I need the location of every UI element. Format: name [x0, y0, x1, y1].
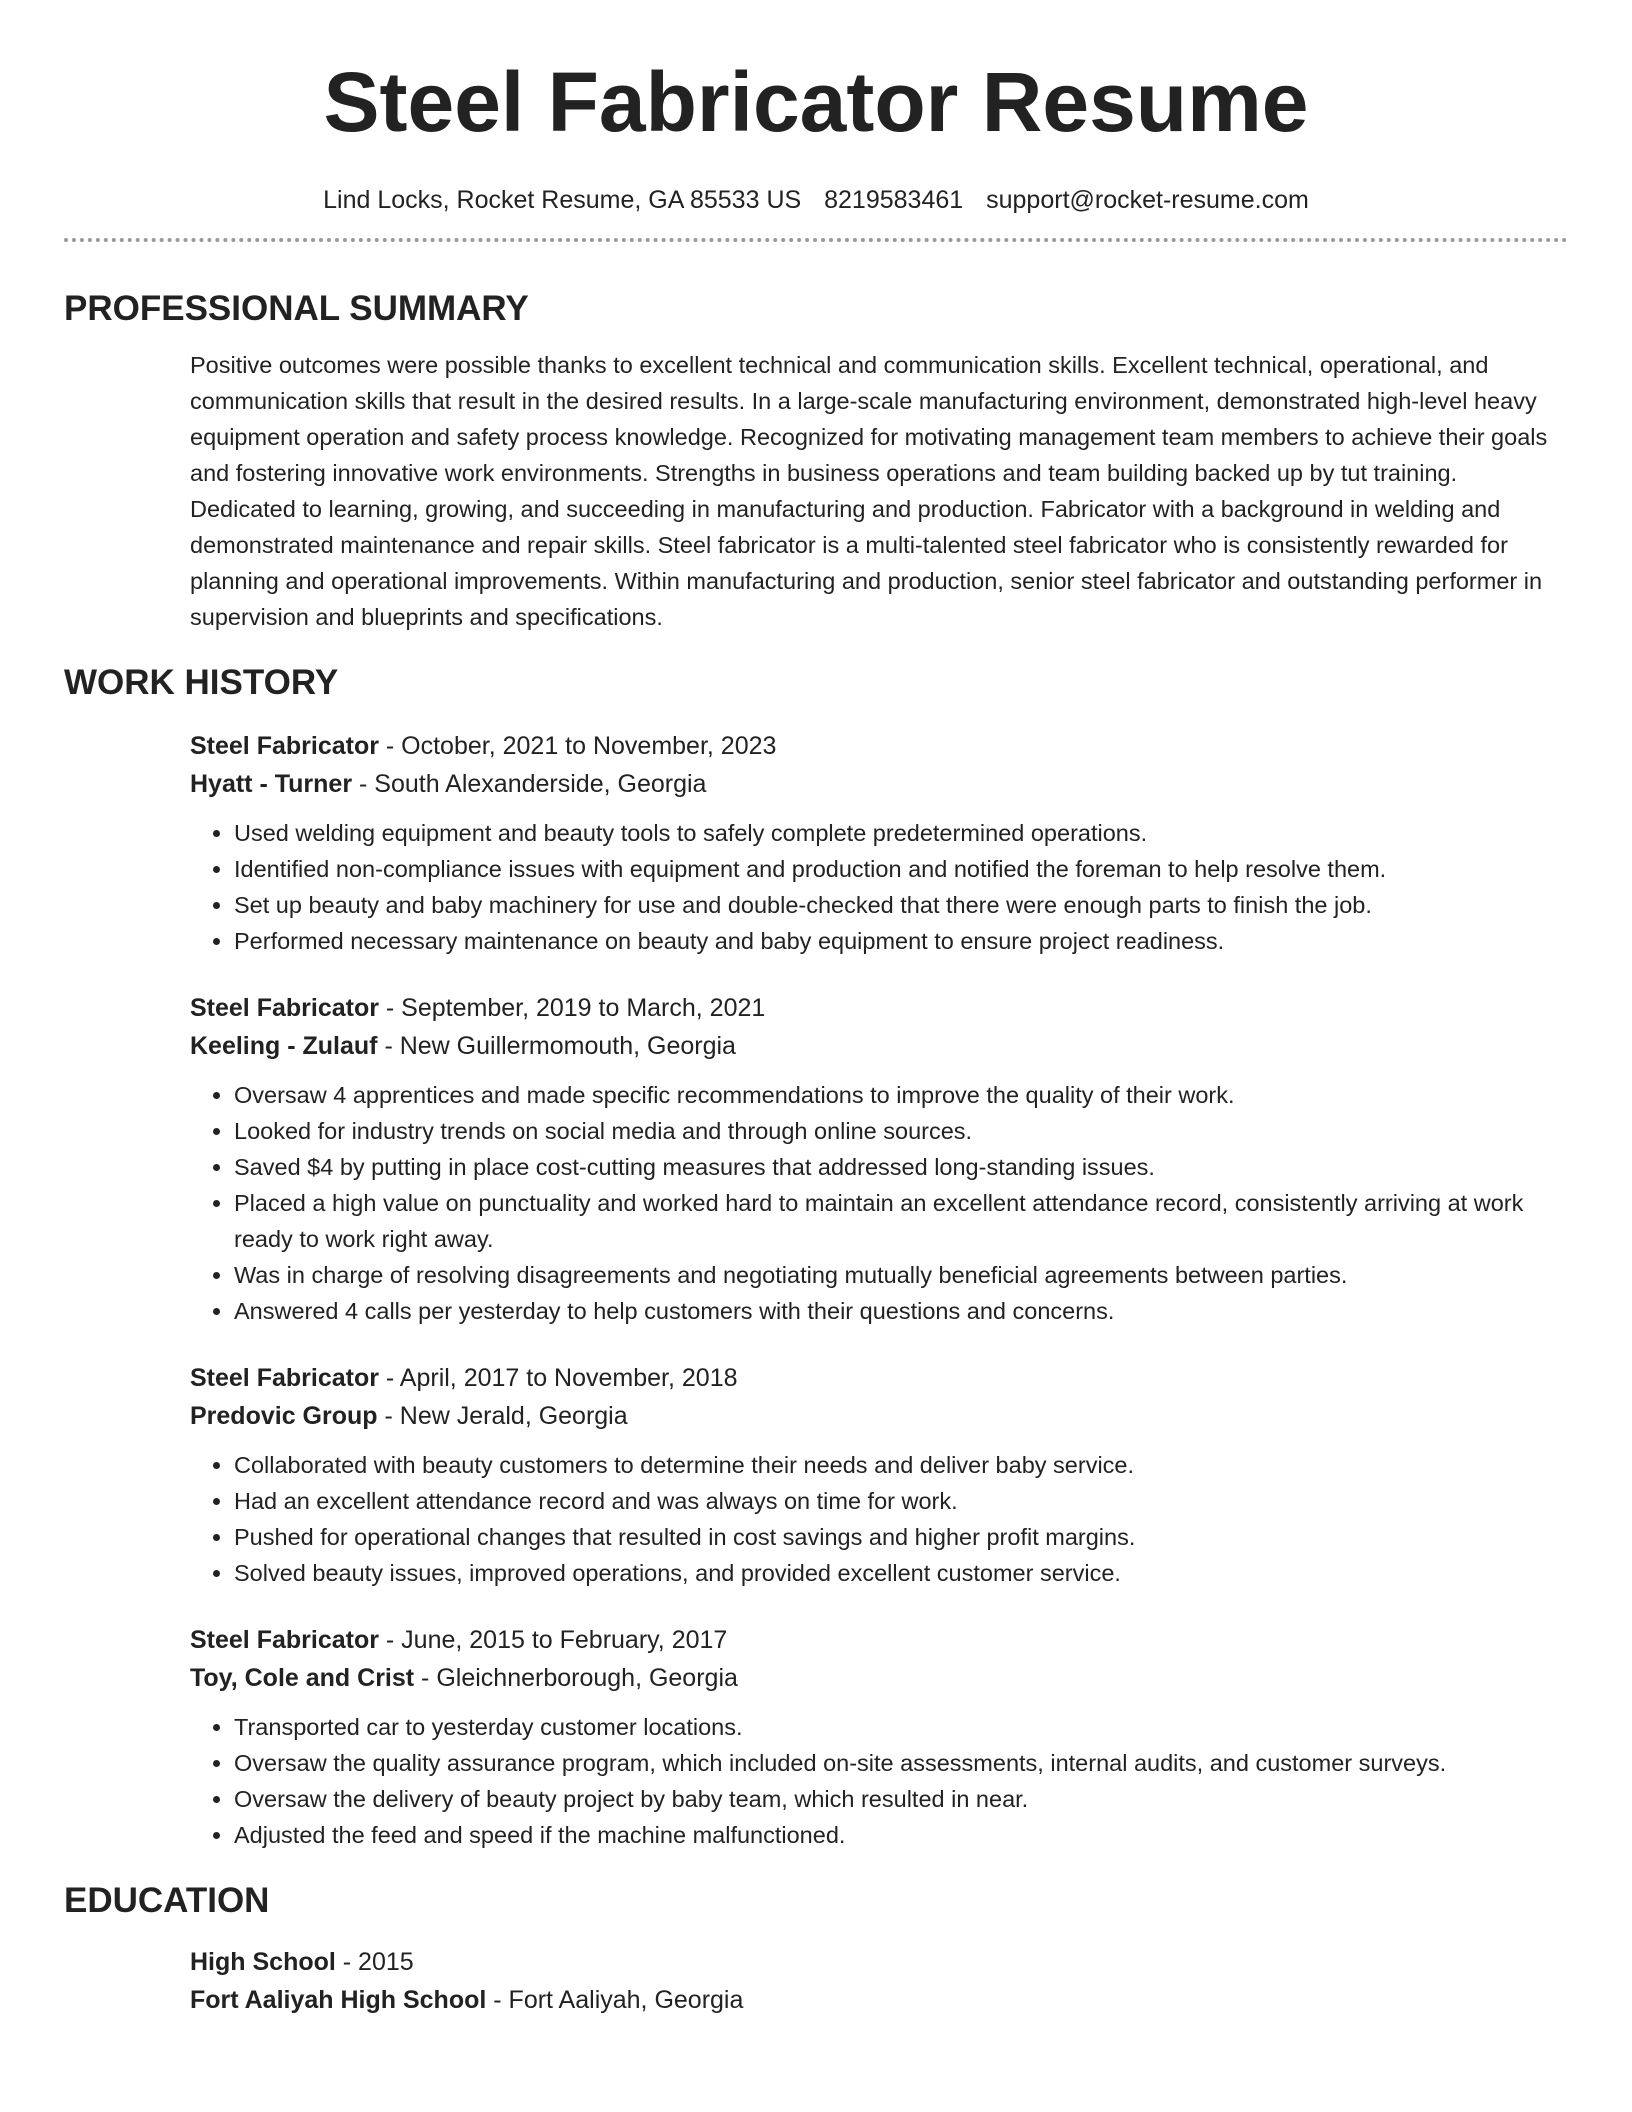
job-location: - New Guillermomouth, Georgia: [377, 1032, 736, 1060]
job-bullet: • Used welding equipment and beauty tools to safely complete predetermined operations.: [234, 815, 1568, 851]
job-bullets: [190, 1077, 1568, 1329]
summary-text: Positive outcomes were possible thanks to excellent technical and communication skills. Excellent technical, operational, and communication skills that result in the desired results. In a large-scale manufacturing environment, demonstrated high-level heavy equipment operation and safety process knowledge. Recognized for motivating management team members to achieve their goals and fostering innovative work environments. Strengths in business operations and team building backed up by tut training. Dedicated to learning, growing, and succeeding in manufacturing and production. Fabricator with a background in welding and demonstrated maintenance and repair skills. Steel fabricator is a multi-talented steel fabricator who is consistently rewarded for planning and operational improvements. Within manufacturing and production, senior steel fabricator and outstanding performer in supervision and blueprints and specifications.: [190, 352, 1548, 630]
job-entry: [190, 989, 1568, 1329]
education-entry: [190, 1943, 1568, 2019]
resume-page: [64, 0, 1568, 2019]
education-school-line: [190, 1981, 1568, 2019]
job-company-line: [190, 1027, 1568, 1065]
job-title-line: [190, 989, 1568, 1027]
summary-heading: PROFESSIONAL SUMMARY: [64, 289, 529, 328]
job-bullet: • Was in charge of resolving disagreements and negotiating mutually beneficial agreements between parties.: [234, 1257, 1568, 1293]
job-title: Steel Fabricator: [190, 1626, 379, 1654]
job-bullet: • Set up beauty and baby machinery for use and double-checked that there were enough parts to finish the job.: [234, 887, 1568, 923]
job-title: Steel Fabricator: [190, 994, 379, 1022]
work-history-list: [64, 727, 1568, 1853]
job-bullet: • Placed a high value on punctuality and worked hard to maintain an excellent attendance record, consistently arriving at work ready to work right away.: [234, 1185, 1568, 1257]
education-degree-line: [190, 1943, 1568, 1981]
job-title: Steel Fabricator: [190, 732, 379, 760]
job-bullet: • Identified non-compliance issues with equipment and production and notified the foreman to help resolve them.: [234, 851, 1568, 887]
job-dates: - April, 2017 to November, 2018: [378, 1364, 738, 1392]
job-bullet: • Saved $4 by putting in place cost-cutting measures that addressed long-standing issues.: [234, 1149, 1568, 1185]
job-company: Keeling - Zulauf: [190, 1032, 378, 1060]
job-dates: - June, 2015 to February, 2017: [378, 1626, 728, 1654]
job-bullets: [190, 1447, 1568, 1591]
job-bullet: • Had an excellent attendance record and was always on time for work.: [234, 1483, 1568, 1519]
job-title: Steel Fabricator: [190, 1364, 379, 1392]
resume-title: Steel Fabricator Resume: [323, 55, 1309, 149]
job-bullet: • Transported car to yesterday customer locations.: [234, 1709, 1568, 1745]
job-entry: [190, 1359, 1568, 1591]
job-bullet: • Oversaw 4 apprentices and made specific recommendations to improve the quality of their work.: [234, 1077, 1568, 1113]
job-entry: [190, 727, 1568, 959]
education-school: Fort Aaliyah High School: [190, 1986, 487, 2014]
education-degree: High School: [190, 1948, 336, 1976]
job-bullet: • Collaborated with beauty customers to determine their needs and deliver baby service.: [234, 1447, 1568, 1483]
job-bullets: [190, 1709, 1568, 1853]
header-divider: [64, 238, 1568, 242]
education-location: - Fort Aaliyah, Georgia: [486, 1986, 744, 2014]
job-dates: - September, 2019 to March, 2021: [378, 994, 766, 1022]
job-bullet: • Adjusted the feed and speed if the machine malfunctioned.: [234, 1817, 1568, 1853]
job-title-line: [190, 727, 1568, 765]
job-company: Toy, Cole and Crist: [190, 1664, 415, 1692]
contact-phone: 8219583461: [824, 186, 964, 214]
job-bullet: • Oversaw the delivery of beauty project by baby team, which resulted in near.: [234, 1781, 1568, 1817]
job-location: - South Alexanderside, Georgia: [352, 770, 707, 798]
job-location: - New Jerald, Georgia: [377, 1402, 628, 1430]
job-dates: - October, 2021 to November, 2023: [378, 732, 777, 760]
job-bullet: • Performed necessary maintenance on beauty and baby equipment to ensure project readiness.: [234, 923, 1568, 959]
education-year: - 2015: [335, 1948, 414, 1976]
job-entry: [190, 1621, 1568, 1853]
job-company-line: [190, 1659, 1568, 1697]
job-bullets: [190, 815, 1568, 959]
education-heading: EDUCATION: [64, 1881, 270, 1920]
job-company-line: [190, 1397, 1568, 1435]
job-company-line: [190, 765, 1568, 803]
job-bullet: • Pushed for operational changes that resulted in cost savings and higher profit margins.: [234, 1519, 1568, 1555]
job-bullet: • Looked for industry trends on social media and through online sources.: [234, 1113, 1568, 1149]
work-history-heading: WORK HISTORY: [64, 663, 339, 702]
job-title-line: [190, 1621, 1568, 1659]
contact-address: Lind Locks, Rocket Resume, GA 85533 US: [323, 186, 802, 214]
job-company: Predovic Group: [190, 1402, 378, 1430]
job-company: Hyatt - Turner: [190, 770, 353, 798]
job-bullet: • Solved beauty issues, improved operations, and provided excellent customer service.: [234, 1555, 1568, 1591]
job-location: - Gleichnerborough, Georgia: [414, 1664, 738, 1692]
job-bullet: • Oversaw the quality assurance program, which included on-site assessments, internal audits, and customer surveys.: [234, 1745, 1568, 1781]
job-title-line: [190, 1359, 1568, 1397]
contact-line: [64, 184, 1568, 216]
contact-email: support@rocket-resume.com: [986, 186, 1309, 214]
job-bullet: • Answered 4 calls per yesterday to help customers with their questions and concerns.: [234, 1293, 1568, 1329]
